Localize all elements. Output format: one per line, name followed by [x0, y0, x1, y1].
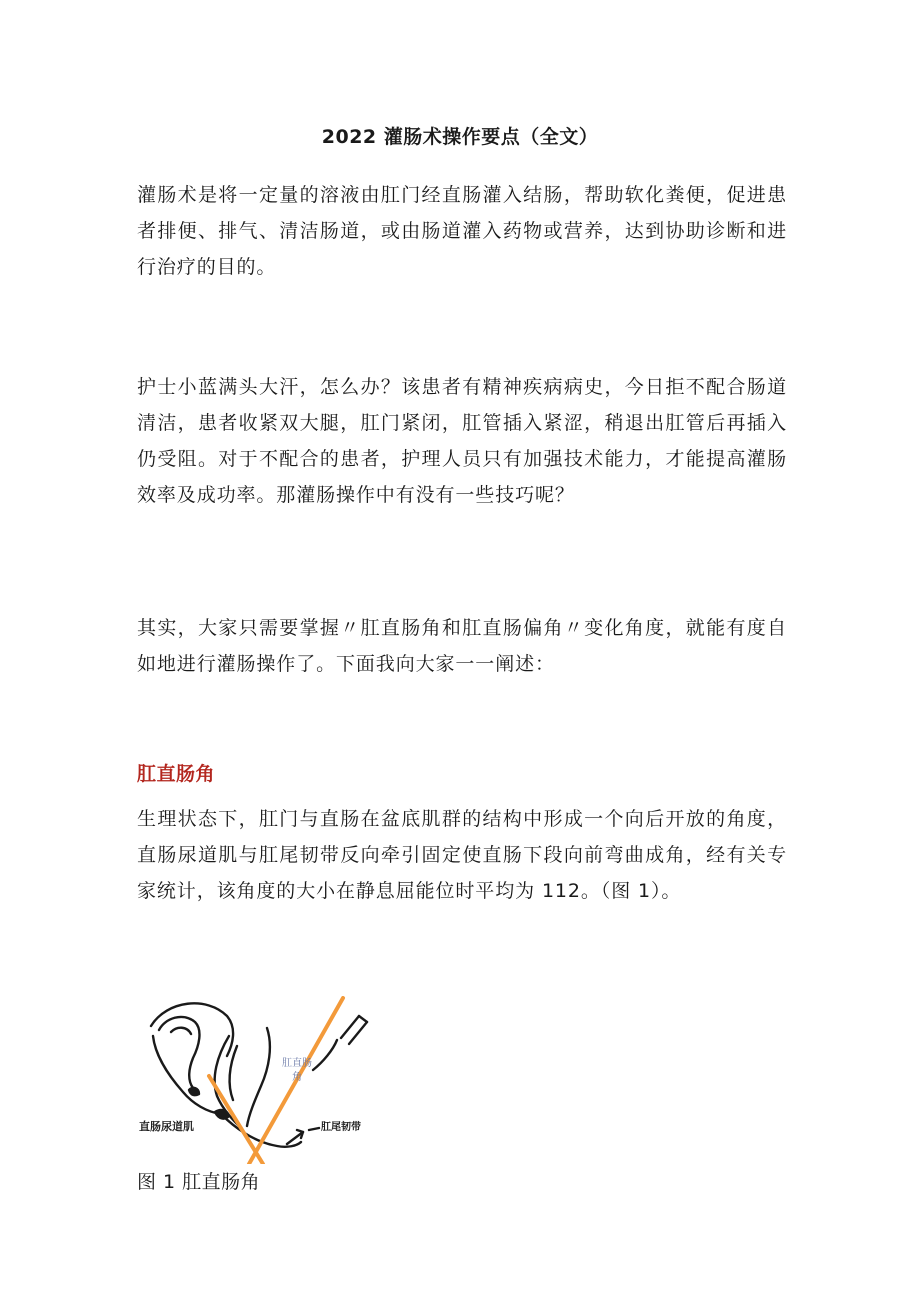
figure-angle-label-2: 角 [292, 1072, 302, 1083]
section-heading: 肛直肠角 [137, 763, 216, 785]
document-title: 2022 灌肠术操作要点（全文） [321, 126, 599, 148]
figure-label-left: 直肠尿道肌 [139, 1120, 194, 1133]
figure-label-right: 肛尾韧带 [321, 1122, 361, 1133]
transition-paragraph: 其实，大家只需要掌握〃肛直肠角和肛直肠偏角〃变化角度，就能有度自如地进行灌肠操作了。下面我向大家一一阐述： [137, 617, 787, 675]
anorectal-angle-figure [137, 996, 389, 1164]
section-paragraph: 生理状态下，肛门与直肠在盆底肌群的结构中形成一个向后开放的角度，直肠尿道肌与肛尾韧带反向牵引固定使直肠下段向前弯曲成角，经有关专家统计，该角度的大小在静息屈能位时平均为 112。（图 1）。 [137, 808, 787, 902]
figure-caption: 图 1 肛直肠角 [137, 1171, 261, 1193]
case-paragraph: 护士小蓝满头大汗，怎么办？该患者有精神疾病病史，今日拒不配合肠道清洁，患者收紧双大腿，肛门紧闭，肛管插入紧涩，稍退出肛管后再插入仍受阻。对于不配合的患者，护理人员只有加强技术能力，才能提高灌肠效率及成功率。那灌肠操作中有没有一些技巧呢？ [137, 376, 787, 506]
figure-angle-label-1: 肛直肠 [282, 1058, 312, 1069]
intro-paragraph: 灌肠术是将一定量的溶液由肛门经直肠灌入结肠，帮助软化粪便，促进患者排便、排气、清洁肠道，或由肠道灌入药物或营养，达到协助诊断和进行治疗的目的。 [137, 184, 787, 278]
